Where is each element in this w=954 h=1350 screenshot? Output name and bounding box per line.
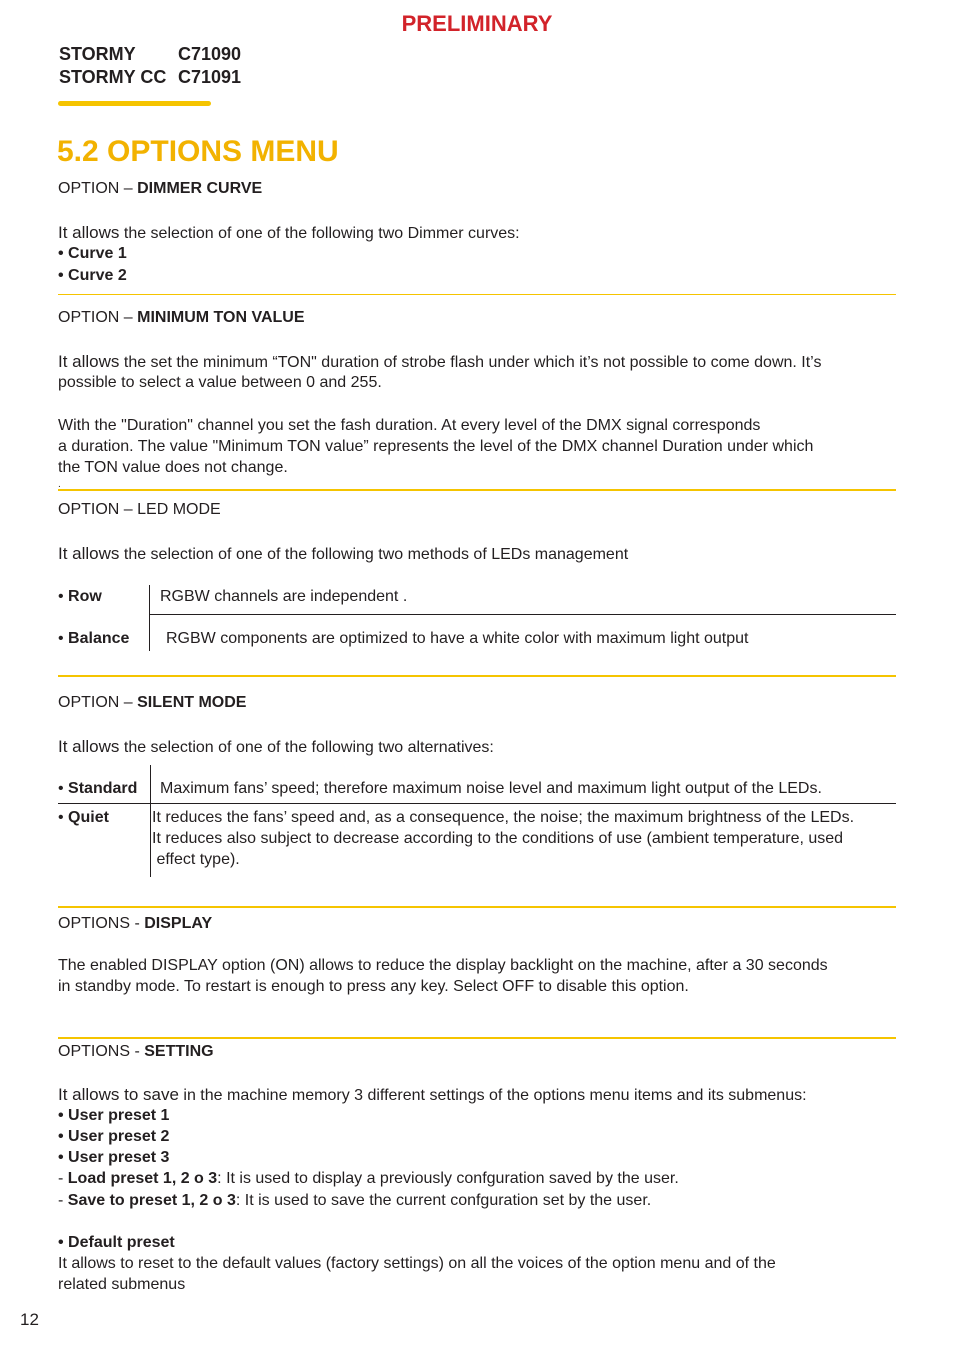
intro-rest: the selection of one of the following two methods of LEDs management xyxy=(119,546,629,563)
page-number: 12 xyxy=(20,1310,39,1329)
display-line2: in standby mode. To restart is enough to press any key. Select OFF to disable this option. xyxy=(58,978,689,995)
stray-dot: . xyxy=(58,479,61,490)
intro-lead: It allows xyxy=(58,352,120,371)
table-row-divider xyxy=(149,614,896,615)
intro-lead: It allows xyxy=(58,544,120,563)
minton-p2-line1: With the "Duration" channel you set the fash duration. At every level of the DMX signal corresponds xyxy=(58,417,761,434)
option-heading-minton xyxy=(58,307,305,328)
intro-rest: the selection of one of the following two Dimmer curves: xyxy=(119,225,520,242)
section-divider xyxy=(58,906,896,908)
setting-load-line xyxy=(58,1168,679,1189)
dash: - xyxy=(58,1170,68,1187)
intro-rest: the set the minimum “TON" duration of strobe flash under which it’s not possible to come down. It’s xyxy=(119,354,822,371)
setting-intro xyxy=(58,1084,807,1106)
setting-preset-item: • User preset 3 xyxy=(58,1149,170,1166)
table-row-divider xyxy=(58,803,896,804)
silent-quiet-desc-line2: It reduces also subject to decrease according to the conditions of use (ambient temperature, used xyxy=(152,830,844,847)
option-label: OPTION – xyxy=(58,694,138,711)
minton-p1-line1 xyxy=(58,351,821,373)
default-preset-title: • Default preset xyxy=(58,1234,175,1251)
ledmode-row-desc: RGBW components are optimized to have a white color with maximum light output xyxy=(166,630,749,647)
section-divider xyxy=(58,675,896,677)
ledmode-row-desc: RGBW channels are independent . xyxy=(160,588,408,605)
minton-p1-line2: possible to select a value between 0 and 255. xyxy=(58,374,382,391)
bullet: • xyxy=(58,588,69,605)
silent-intro xyxy=(58,736,494,758)
section-divider xyxy=(58,1037,896,1039)
intro-lead: It allows xyxy=(58,223,120,242)
option-name: DISPLAY xyxy=(144,915,213,932)
save-preset-name: Save to preset 1, 2 o 3 xyxy=(67,1192,236,1209)
mode-name: Balance xyxy=(68,630,130,647)
intro-lead: It allows to save xyxy=(58,1085,179,1104)
silent-standard-name xyxy=(58,778,137,799)
model-line-1 xyxy=(59,43,242,66)
table-column-divider xyxy=(149,585,150,651)
option-heading-dimmer xyxy=(58,178,262,199)
option-name: SETTING xyxy=(144,1043,214,1060)
bullet: • xyxy=(58,780,69,797)
setting-preset-item: • User preset 2 xyxy=(58,1128,170,1145)
option-name: MINIMUM TON VALUE xyxy=(137,309,305,326)
load-preset-name: Load preset 1, 2 o 3 xyxy=(67,1170,218,1187)
option-label: OPTION – xyxy=(58,309,138,326)
intro-lead: It allows xyxy=(58,737,120,756)
mode-name: Standard xyxy=(68,780,138,797)
model-line-2 xyxy=(59,66,242,89)
option-name: DIMMER CURVE xyxy=(137,180,263,197)
section-divider xyxy=(58,489,896,491)
table-column-divider xyxy=(150,765,151,877)
section-title: 5.2 OPTIONS MENU xyxy=(57,135,339,168)
default-preset-line2: related submenus xyxy=(58,1276,186,1293)
silent-quiet-name xyxy=(58,807,109,828)
save-preset-desc: : It is used to save the current confguration set by the user. xyxy=(235,1192,652,1209)
silent-standard-desc: Maximum fans’ speed; therefore maximum noise level and maximum light output of the LEDs. xyxy=(160,780,822,797)
header-accent-bar xyxy=(58,101,211,106)
option-label: OPTIONS - xyxy=(58,915,145,932)
option-heading-silent xyxy=(58,692,246,713)
preliminary-label: PRELIMINARY xyxy=(401,11,553,36)
setting-preset-item: • User preset 1 xyxy=(58,1107,170,1124)
model-name: STORMY CC xyxy=(59,67,167,87)
silent-quiet-desc-line1: It reduces the fans’ speed and, as a consequence, the noise; the maximum brightness of the LEDs. xyxy=(152,809,855,826)
model-name: STORMY xyxy=(59,44,136,64)
option-label: OPTIONS - xyxy=(58,1043,145,1060)
ledmode-row-name xyxy=(58,628,129,649)
ledmode-row-name xyxy=(58,586,102,607)
minton-p2-line3: the TON value does not change. xyxy=(58,459,288,476)
silent-quiet-desc-line3: effect type). xyxy=(152,851,240,868)
load-preset-desc: : It is used to display a previously confguration saved by the user. xyxy=(217,1170,679,1187)
dimmer-item: • Curve 2 xyxy=(58,267,127,284)
option-name: SILENT MODE xyxy=(137,694,247,711)
dimmer-item: • Curve 1 xyxy=(58,245,127,262)
option-label: OPTION – xyxy=(58,180,138,197)
mode-name: Row xyxy=(68,588,102,605)
model-code: C71090 xyxy=(178,44,242,64)
dimmer-intro xyxy=(58,222,520,244)
mode-name: Quiet xyxy=(68,809,109,826)
option-heading-ledmode: OPTION – LED MODE xyxy=(58,501,221,518)
default-preset-line1: It allows to reset to the default values (factory settings) on all the voices of the option menu and of the xyxy=(58,1255,776,1272)
intro-rest: the selection of one of the following two alternatives: xyxy=(119,739,494,756)
ledmode-intro xyxy=(58,543,628,565)
option-heading-display xyxy=(58,913,212,934)
display-line1: The enabled DISPLAY option (ON) allows to reduce the display backlight on the machine, after a 30 seconds xyxy=(58,957,828,974)
section-divider xyxy=(58,294,896,295)
bullet: • xyxy=(58,630,69,647)
setting-save-line xyxy=(58,1190,651,1211)
minton-p2-line2: a duration. The value "Minimum TON value” represents the level of the DMX channel Duration under which xyxy=(58,438,814,455)
model-code: C71091 xyxy=(178,67,242,87)
option-heading-setting xyxy=(58,1041,214,1062)
bullet: • xyxy=(58,809,69,826)
intro-rest: in the machine memory 3 different settings of the options menu items and its submenus: xyxy=(178,1087,807,1104)
dash: - xyxy=(58,1192,68,1209)
